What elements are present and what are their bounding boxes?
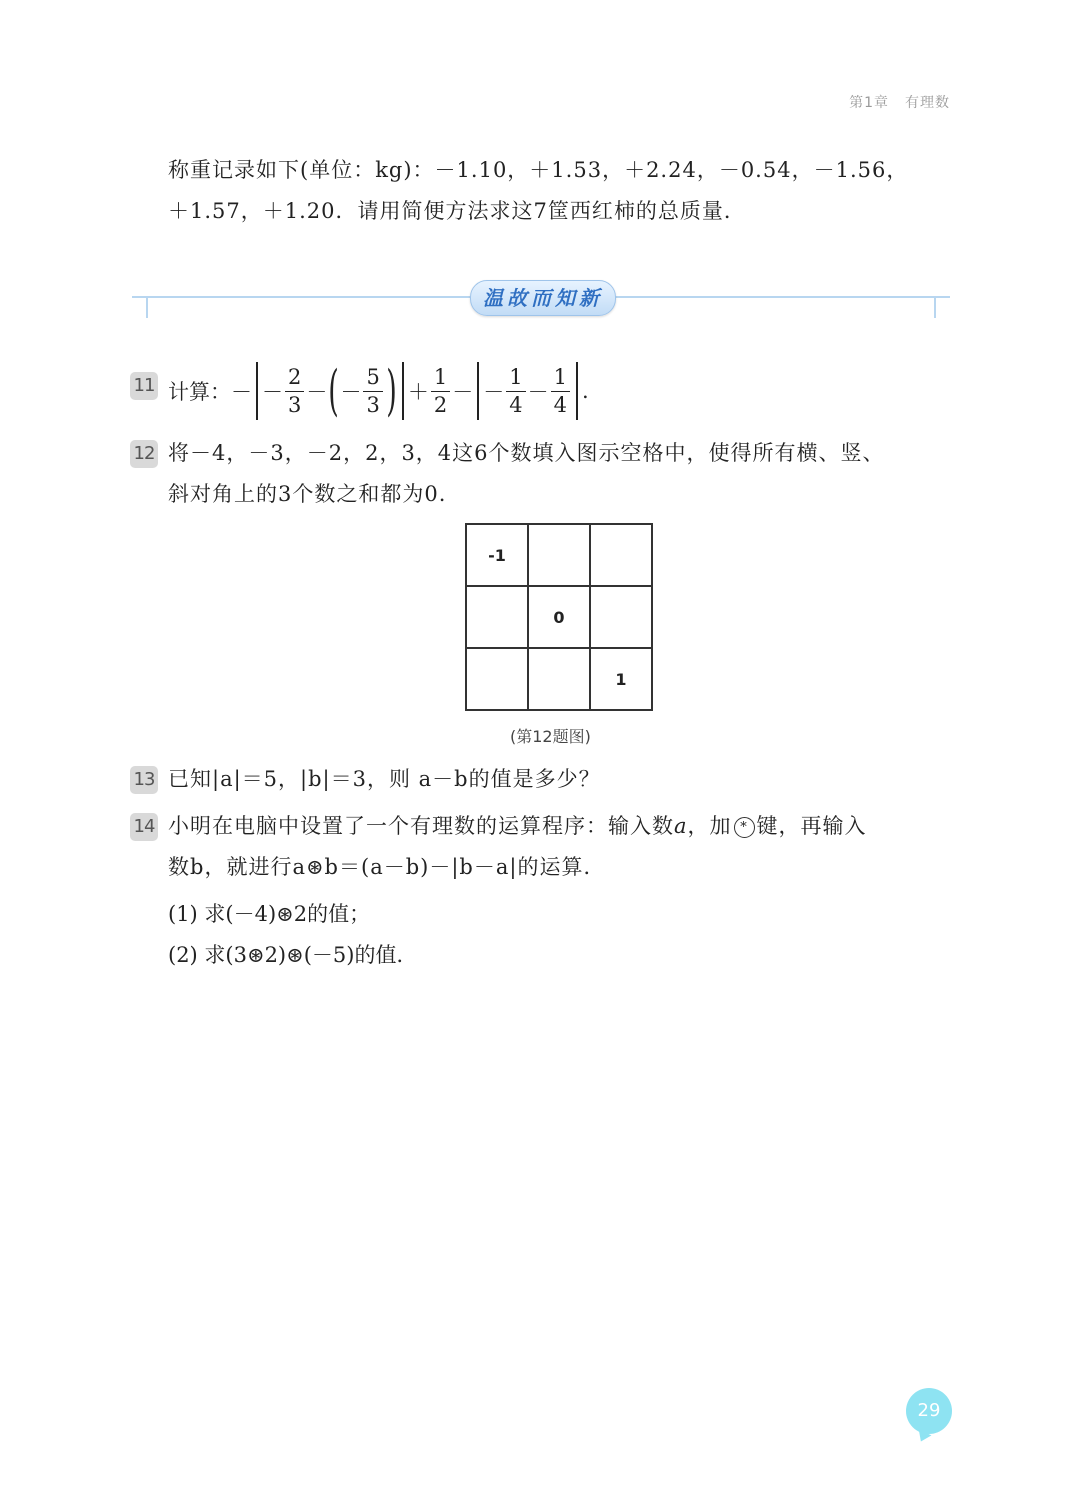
intro-line-2: ＋1.57，＋1.20．请用简便方法求这7筐西红柿的总质量． [168, 199, 746, 223]
q13-text: 已知|a|＝5，|b|＝3，则 a－b的值是多少？ [168, 767, 601, 791]
q11-expression: 计算：－ － $\frac{2}{3}$ －(－ $\frac{5}{3}$ ) ＋ $\frac{1}{2}$ － － $\frac{1}{4}$ － $\frac{1}{4}$ . [168, 359, 589, 422]
running-header [849, 92, 950, 112]
grid-cell [466, 586, 528, 648]
fraction: $\frac{1}{4}$ [551, 367, 570, 416]
chapter-label: 第1章 [849, 95, 889, 111]
section-title-badge: 温故而知新 [470, 280, 616, 316]
fraction: $\frac{5}{3}$ [363, 367, 382, 416]
question-number: 14 [130, 813, 158, 841]
q14-line-2: 数b，就进行a⊛b＝(a－b)－|b－a|的运算． [168, 855, 606, 879]
question-14 [130, 813, 158, 841]
question-12 [130, 440, 158, 468]
section-rule-right-end [934, 296, 950, 318]
question-13 [130, 766, 158, 794]
magic-square-grid [465, 523, 653, 711]
grid-cell: 1 [590, 648, 652, 710]
intro-line-1: 称重记录如下(单位：kg)：－1.10，＋1.53，＋2.24，－0.54，－1.56， [168, 158, 909, 182]
grid-cell [590, 586, 652, 648]
grid-cell [466, 648, 528, 710]
fraction: $\frac{1}{4}$ [506, 367, 525, 416]
page-number-badge: 29 [906, 1388, 952, 1434]
section-rule-left-end [132, 296, 148, 318]
grid-cell [590, 524, 652, 586]
grid-cell: 0 [528, 586, 590, 648]
question-number: 12 [130, 440, 158, 468]
grid-cell: -1 [466, 524, 528, 586]
question-number: 11 [130, 372, 158, 400]
q14-sub-2: (2) 求(3⊛2)⊛(－5)的值． [168, 943, 418, 967]
chapter-title: 有理数 [905, 95, 950, 111]
q12-text [168, 433, 958, 515]
question-11 [130, 359, 589, 422]
question-number: 13 [130, 766, 158, 794]
fraction: $\frac{2}{3}$ [285, 367, 304, 416]
q14-text [168, 806, 958, 888]
section-rule-left [146, 296, 470, 298]
q11-prefix: 计算： [168, 380, 231, 404]
q14-line-1: 小明在电脑中设置了一个有理数的运算程序：输入数a，加 * 键，再输入 [168, 814, 867, 838]
fraction: $\frac{1}{2}$ [431, 367, 450, 416]
grid-cell [528, 524, 590, 586]
q12-line-1: 将－4，－3，－2，2，3，4这6个数填入图示空格中，使得所有横、竖、 [168, 441, 885, 465]
intro-paragraph [168, 150, 958, 232]
q12-line-2: 斜对角上的3个数之和都为0. [168, 482, 447, 506]
asterisk-key-icon: * [734, 817, 755, 838]
figure-caption: (第12题图) [510, 727, 591, 746]
q14-sub-1: (1) 求(－4)⊛2的值； [168, 902, 371, 926]
section-rule-right [614, 296, 934, 298]
grid-cell [528, 648, 590, 710]
